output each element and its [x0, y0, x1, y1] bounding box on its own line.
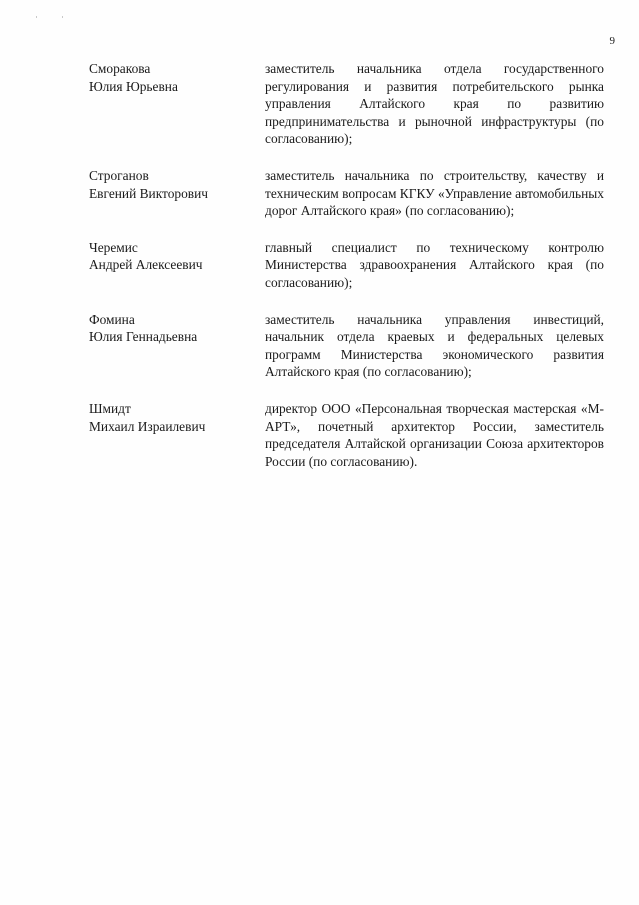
member-name	[89, 311, 265, 381]
member-position: заместитель начальника управления инвестиций, начальник отдела краевых и федеральных целевых программ Министерства экономического развития Алтайского края (по согласованию);	[265, 311, 604, 380]
member-entry	[89, 311, 604, 381]
member-surname: Строганов	[89, 167, 149, 183]
member-given-names: Андрей Алексеевич	[89, 257, 203, 273]
member-entry	[89, 239, 604, 292]
member-position: заместитель начальника по строительству, качеству и техническим вопросам КГКУ «Управление автомобильных дорог Алтайского края» (по согласованию);	[265, 167, 604, 219]
member-given-names: Евгений Викторович	[89, 185, 209, 201]
member-given-names: Юлия Юрьевна	[89, 78, 178, 94]
page-number: 9	[609, 35, 615, 47]
scan-artifact	[36, 16, 37, 18]
member-name	[89, 400, 265, 470]
member-name	[89, 60, 265, 148]
member-name	[89, 239, 265, 292]
member-surname: Фомина	[89, 311, 135, 327]
member-given-names: Юлия Геннадьевна	[89, 329, 198, 345]
member-position: директор ООО «Персональная творческая мастерская «М-АРТ», почетный архитектор России, заместитель председателя Алтайской организации Союза архитекторов России (по согласованию).	[265, 400, 604, 469]
member-entry	[89, 400, 604, 470]
member-surname: Черемис	[89, 239, 138, 255]
member-surname: Сморакова	[89, 61, 151, 76]
member-surname: Шмидт	[89, 400, 131, 416]
member-name	[89, 167, 265, 220]
member-entry	[89, 60, 604, 148]
member-position: заместитель начальника отдела государственного регулирования и развития потребительского рынка управления Алтайского края по развитию предпринимательства и рыночной инфраструктуры (по согласованию);	[265, 61, 604, 147]
member-entry	[89, 167, 604, 220]
member-given-names: Михаил Израилевич	[89, 418, 206, 434]
member-list	[89, 60, 604, 489]
member-position: главный специалист по техническому контролю Министерства здравоохранения Алтайского края (по согласованию);	[265, 239, 604, 290]
scan-artifact	[62, 16, 63, 18]
